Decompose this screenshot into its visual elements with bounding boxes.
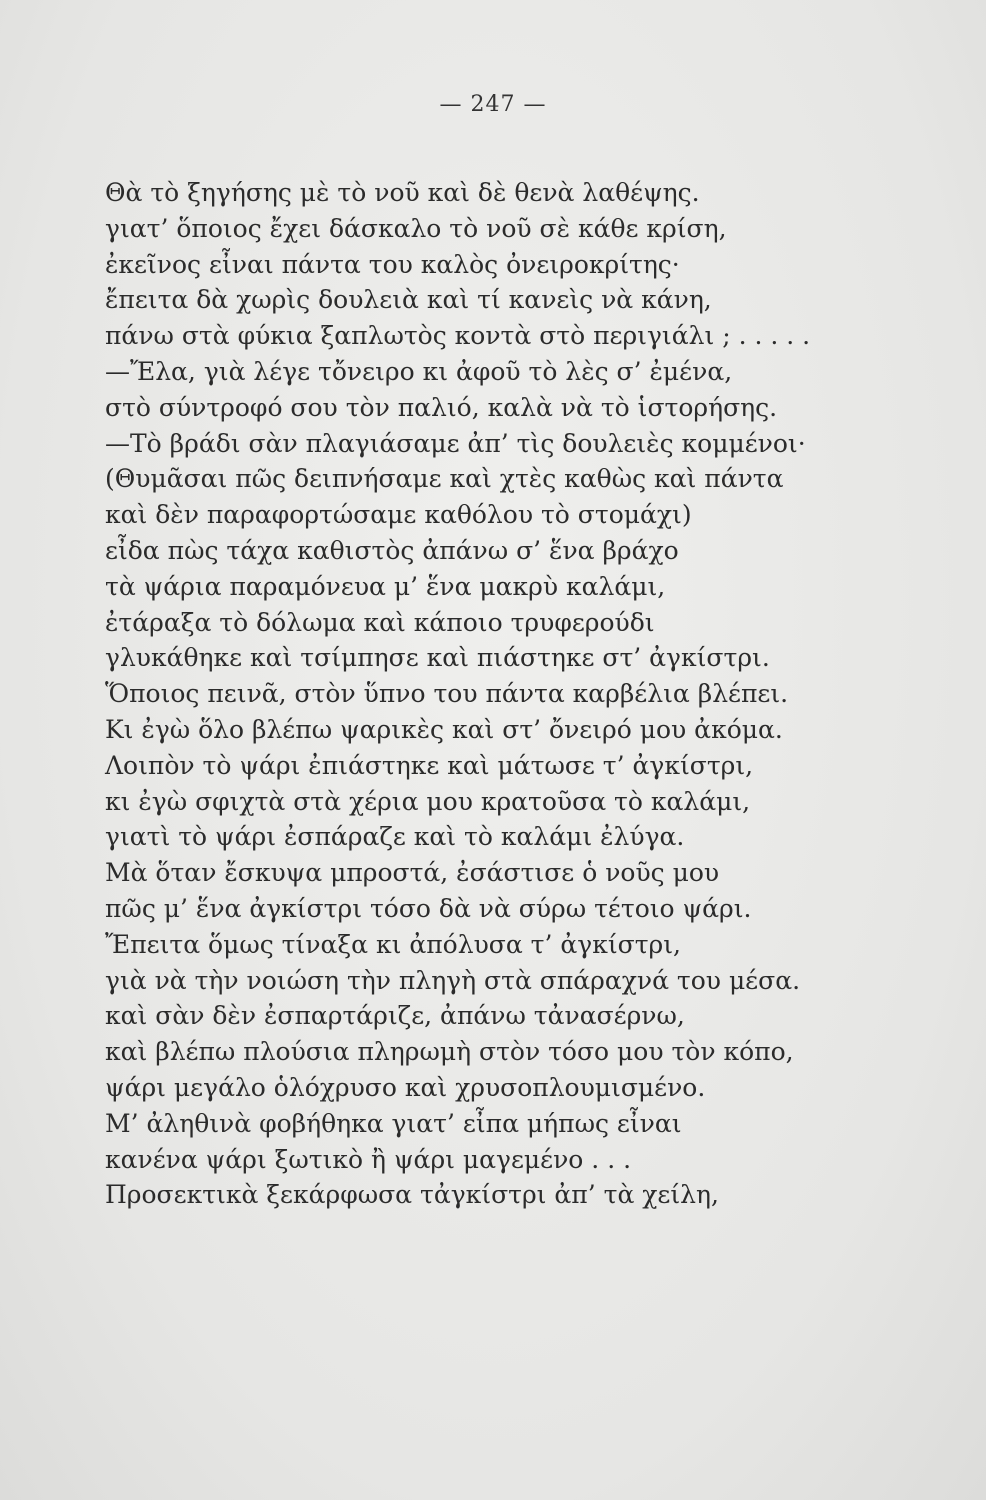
text-line: καὶ βλέπω πλούσια πληρωμὴ στὸν τόσο μου τὸν κόπο, [105,1037,794,1067]
text-line: ἔπειτα δὰ χωρὶς δουλειὰ καὶ τί κανεὶς νὰ κάνη, [105,285,712,315]
text-line: καὶ δὲν παραφορτώσαμε καθόλου τὸ στομάχι) [105,500,692,530]
text-line: ἐκεῖνος εἶναι πάντα του καλὸς ὀνειροκρίτης· [105,249,680,279]
text-line: κανένα ψάρι ξωτικὸ ἢ ψάρι μαγεμένο . . . [105,1144,632,1174]
text-line: ψάρι μεγάλο ὁλόχρυσο καὶ χρυσοπλουμισμένο. [105,1072,706,1102]
text-line: Προσεκτικὰ ξεκάρφωσα τἀγκίστρι ἀπ’ τὰ χείλη, [105,1180,719,1210]
text-line: τὰ ψάρια παραμόνευα μ’ ἕνα μακρὺ καλάμι, [105,571,666,601]
text-line: Λοιπὸν τὸ ψάρι ἐπιάστηκε καὶ μάτωσε τ’ ἀγκίστρι, [105,750,754,780]
text-line: —Ἔλα, γιὰ λέγε τὄνειρο κι ἀφοῦ τὸ λὲς σ’ ἐμένα, [105,356,733,386]
text-line: καὶ σὰν δὲν ἐσπαρτάριζε, ἀπάνω τἀνασέρνω, [105,1001,685,1031]
text-line: κι ἐγὼ σφιχτὰ στὰ χέρια μου κρατοῦσα τὸ καλάμι, [105,786,751,816]
text-line: Κι ἐγὼ ὅλο βλέπω ψαρικὲς καὶ στ’ ὄνειρό μου ἀκόμα. [105,714,783,744]
text-line: γιατ’ ὅποιος ἔχει δάσκαλο τὸ νοῦ σὲ κάθε κρίση, [105,213,727,243]
text-line: γιατὶ τὸ ψάρι ἐσπάραζε καὶ τὸ καλάμι ἐλύγα. [105,822,685,852]
poem-text [105,175,925,1213]
text-line: γλυκάθηκε καὶ τσίμπησε καὶ πιάστηκε στ’ ἀγκίστρι. [105,643,770,673]
text-line: Ὅποιος πεινᾶ, στὸν ὕπνο του πάντα καρβέλια βλέπει. [105,679,789,709]
text-line: ἐτάραξα τὸ δόλωμα καὶ κάποιο τρυφερούδι [105,607,655,637]
text-line: πάνω στὰ φύκια ξαπλωτὸς κοντὰ στὸ περιγιάλι ; . . . . . [105,321,811,351]
text-line: —Τὸ βράδι σὰν πλαγιάσαμε ἀπ’ τὶς δουλειὲς κομμένοι· [105,428,806,458]
text-line: Ἔπειτα ὅμως τίναξα κι ἀπόλυσα τ’ ἀγκίστρι, [105,929,681,959]
text-line: (Θυμᾶσαι πῶς δειπνήσαμε καὶ χτὲς καθὼς καὶ πάντα [105,464,784,494]
text-line: Μ’ ἀληθινὰ φοβήθηκα γιατ’ εἶπα μήπως εἶναι [105,1108,682,1138]
text-line: Μὰ ὅταν ἔσκυψα μπροστά, ἐσάστισε ὁ νοῦς μου [105,858,720,888]
text-line: γιὰ νὰ τὴν νοιώση τὴν πληγὴ στὰ σπάραχνά του μέσα. [105,965,801,995]
text-line: Θὰ τὸ ξηγήσης μὲ τὸ νοῦ καὶ δὲ θενὰ λαθέψης. [105,178,700,207]
text-line: εἶδα πὼς τάχα καθιστὸς ἀπάνω σ’ ἕνα βράχο [105,535,679,565]
text-line: πῶς μ’ ἕνα ἀγκίστρι τόσο δὰ νὰ σύρω τέτοιο ψάρι. [105,893,752,923]
page-number: — 247 — [439,92,547,117]
text-line: στὸ σύντροφό σου τὸν παλιό, καλὰ νὰ τὸ ἱστορήσης. [105,392,778,422]
